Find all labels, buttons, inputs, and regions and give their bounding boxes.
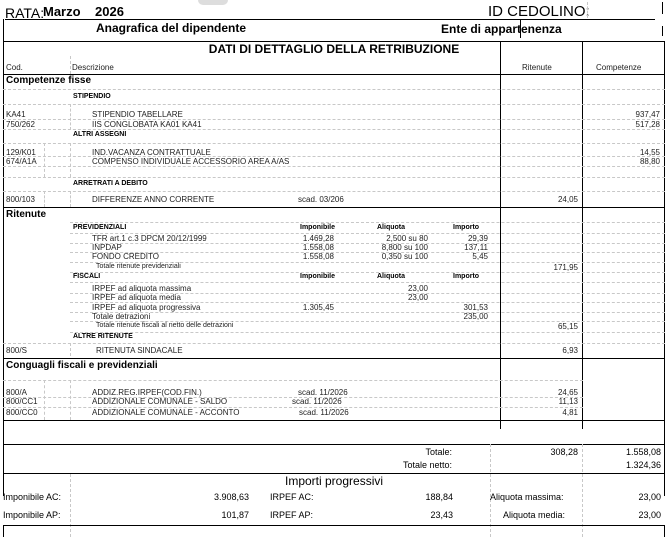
totale-label: Totale: [425,447,452,457]
prev-importo: 29,39 [467,234,488,243]
prev-imponibile: 1.558,08 [302,243,334,252]
totale-ritenute: 308,28 [550,447,578,457]
prev-desc: FONDO CREDITO [92,252,159,261]
progressivi-title: Importi progressivi [285,474,384,488]
col-aliquota: Aliquota [377,224,405,231]
fisc-importo: 301,53 [463,303,488,312]
totale-fisc-value: 65,15 [557,322,578,331]
imponibile-ac-value: 3.908,63 [213,492,249,502]
row-desc: ADDIZIONALE COMUNALE - SALDO [92,397,228,406]
row-ritenute: 24,05 [557,195,578,204]
col-ritenute: Ritenute [522,63,552,72]
col-imponibile: Imponibile [300,273,335,280]
section-ritenute: Ritenute [6,209,46,220]
row-cod: KA41 [6,110,26,119]
row-desc: IND.VACANZA CONTRATTUALE [92,148,211,157]
ente-label: Ente di appartenenza [441,22,562,36]
row-desc: DIFFERENZE ANNO CORRENTE [92,195,215,204]
col-importo: Importo [453,224,480,231]
fisc-aliquota: 23,00 [407,284,428,293]
imponibile-ap-label: Imponibile AP: [3,510,61,520]
prev-imponibile: 1.469,28 [302,234,334,243]
section-conguagli: Conguagli fiscali e previdenziali [6,360,158,371]
group-arretrati: ARRETRATI A DEBITO [73,180,148,187]
prev-importo: 137,11 [464,243,488,252]
imponibile-ap-value: 101,87 [221,510,249,520]
row-desc: IIS CONGLOBATA KA01 KA41 [92,120,202,129]
fisc-desc: Totale detrazioni [92,312,151,321]
row-scad: scad. 11/2026 [292,397,342,406]
aliquota-massima-value: 23,00 [638,492,661,502]
row-desc: STIPENDIO TABELLARE [92,110,183,119]
row-cod: 800/CC1 [6,397,38,406]
emblem-icon [198,0,228,5]
row-cod: 800/A [6,388,27,397]
prev-aliquota: 0,350 su 100 [381,252,428,261]
prev-aliquota: 8,800 su 100 [381,243,428,252]
row-scad: scad. 11/2026 [298,388,348,397]
irpef-ap-label: IRPEF AP: [270,510,314,520]
col-descrizione: Descrizione [72,63,114,72]
row-desc: ADDIZIONALE COMUNALE - ACCONTO [92,408,240,417]
group-altre-ritenute: ALTRE RITENUTE [73,333,133,340]
totale-netto-label: Totale netto: [402,460,452,470]
anagrafica-label: Anagrafica del dipendente [96,21,247,35]
row-competenze: 517,28 [635,120,660,129]
aliquota-massima-label: Aliquota massima: [490,492,564,502]
totale-prev-value: 171,95 [553,263,578,272]
col-importo: Importo [453,273,480,280]
col-imponibile: Imponibile [300,224,335,231]
row-competenze: 937,47 [635,110,660,119]
row-competenze: 14,55 [639,148,660,157]
fisc-aliquota: 23,00 [407,293,428,302]
fisc-desc: IRPEF ad aliquota massima [92,284,192,293]
irpef-ac-label: IRPEF AC: [270,492,314,502]
totale-fisc-label: Totale ritenute fiscali al netto delle detrazioni [96,322,234,329]
prev-desc: TFR art.1 c.3 DPCM 20/12/1999 [92,234,207,243]
section-competenze-fisse: Competenze fisse [6,75,92,86]
fisc-desc: IRPEF ad aliquota media [92,293,181,302]
group-previdenziali: PREVIDENZIALI [73,224,127,231]
row-cod: 800/CC0 [6,408,38,417]
totale-netto: 1.324,36 [625,460,661,470]
prev-aliquota: 2,500 su 80 [386,234,428,243]
id-cedolino-label: ID CEDOLINO: [488,3,590,20]
row-cod: 750/262 [6,120,35,129]
table-title: DATI DI DETTAGLIO DELLA RETRIBUZIONE [208,42,460,56]
row-ritenute: 4,81 [562,408,578,417]
group-fiscali: FISCALI [73,273,101,280]
aliquota-media-value: 23,00 [638,510,661,520]
group-altri-assegni: ALTRI ASSEGNI [73,131,127,138]
col-aliquota: Aliquota [377,273,405,280]
row-cod: 800/103 [6,195,35,204]
row-ritenute: 11,13 [558,397,578,406]
row-desc: RITENUTA SINDACALE [96,346,183,355]
rata-label: RATA: [5,5,45,21]
col-competenze: Competenze [596,63,642,72]
irpef-ap-value: 23,43 [430,510,453,520]
row-cod: 800/S [6,346,27,355]
fisc-desc: IRPEF ad aliquota progressiva [92,303,201,312]
row-cod: 674/A1A [6,157,37,166]
prev-imponibile: 1.558,08 [302,252,334,261]
row-ritenute: 24,65 [557,388,578,397]
row-desc: ADDIZ.REG.IRPEF(COD.FIN.) [92,388,202,397]
rata-year: 2026 [95,4,124,19]
row-desc: COMPENSO INDIVIDUALE ACCESSORIO AREA A/AS [92,157,290,166]
row-scad: scad. 11/2026 [299,408,349,417]
row-cod: 129/K01 [6,148,36,157]
irpef-ac-value: 188,84 [425,492,453,502]
col-cod: Cod. [6,63,23,72]
row-competenze: 88,80 [639,157,660,166]
row-scad: scad. 03/206 [298,195,344,204]
totale-prev-label: Totale ritenute previdenziali [96,263,181,270]
prev-desc: INPDAP [92,243,122,252]
prev-importo: 5,45 [472,252,488,261]
fisc-importo: 235,00 [463,312,488,321]
aliquota-media-label: Aliquota media: [503,510,566,520]
fisc-imponibile: 1.305,45 [302,303,334,312]
totale-competenze: 1.558,08 [625,447,661,457]
rata-month: Marzo [43,4,81,19]
imponibile-ac-label: Imponibile AC: [3,492,62,502]
group-stipendio: STIPENDIO [73,93,111,100]
row-ritenute: 6,93 [562,346,578,355]
